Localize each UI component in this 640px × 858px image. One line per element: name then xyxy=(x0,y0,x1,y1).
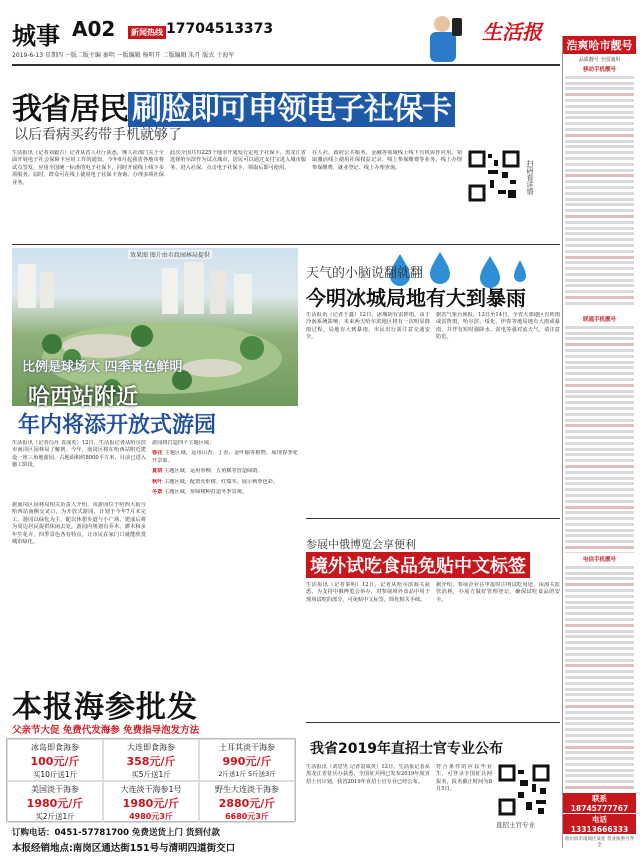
lead-title-part2: 刷脸即可申领电子社保卡 xyxy=(128,92,455,127)
promo-title: 本报海参批发 xyxy=(12,690,198,725)
lead-body-col2: 此次全国共有225个地市开通发行定电子社保卡，黑龙江省选择哈尔滨作为试点城市，居民可以通过支付宝进入城市服务、进入社保，点击电子社保卡，领取后即可使用。 xyxy=(170,150,306,171)
header-rule xyxy=(12,64,560,66)
park-feature-text: 主题区域，配置火炬树、红瑞木，展示秋季色彩。 xyxy=(164,478,279,485)
promo-product-price: 990元/斤 xyxy=(222,755,272,768)
weather-kicker: 天气的小脑说翻就翻 xyxy=(306,266,424,281)
promo-product-grid xyxy=(6,738,296,822)
classifieds-title: 浩爽哈市靓号 xyxy=(563,36,636,54)
hotline-label: 新闻热线 xyxy=(128,26,166,39)
promo-product-deal: 2斤送1斤 5斤送3斤 xyxy=(218,770,276,778)
promo-product-deal: 买10斤送1斤 xyxy=(32,770,78,779)
weather-bottom-rule xyxy=(306,518,560,519)
weather-body-left: 生活报讯（记者于鑫）12日，冰城阴有雷阵雨。由于冷涡系统影响，未来两天哈尔滨地区将有一次明显降雨过程，局地有大到暴雨，市民出行需注意交通安全。 xyxy=(306,312,430,341)
promo-product-name: 野生大连淡干海参 xyxy=(215,785,279,794)
weather-title: 今明冰城局地有大到暴雨 xyxy=(306,286,526,310)
park-kicker: 比例是球场大 四季景色鲜明 xyxy=(22,360,183,375)
classifieds-section-heading: 电信手机靓号 xyxy=(582,557,616,563)
newspaper-logo: 生活报 xyxy=(482,20,542,44)
park-feature-label: 春花 xyxy=(152,450,163,457)
promo-product xyxy=(7,739,103,781)
promo-product-price: 1980元/斤 xyxy=(26,797,84,810)
page-number: A02 xyxy=(72,17,116,41)
promo-product-name: 大连淡干海参1号 xyxy=(120,785,182,794)
promo-product xyxy=(7,781,103,823)
park-title-line2: 年内将添开放式游园 xyxy=(18,413,217,438)
officer-qr-code xyxy=(498,764,550,816)
park-photo-credit: 效果图 图片由市政园林局提供 xyxy=(130,252,210,259)
officer-body-right: 符合条件的应届毕业生，可登录全国征兵网报名，报名截止时间为8月5日。 xyxy=(436,764,492,793)
park-feature-label: 秋叶 xyxy=(152,478,163,485)
lead-subtitle: 以后看病买药带手机就够了 xyxy=(14,127,182,143)
promo-product-name: 大连即食海参 xyxy=(127,743,175,752)
promo-phone: 订购电话：0451-57781700 免费送货上门 货到付款 xyxy=(12,828,220,838)
classifieds-column xyxy=(562,36,636,848)
lead-body-col3: 在人社、政府公共服务、金融等领域线上线下有机协作应用。领取激活线上使用社保权益记录、线上参保缴费等业务。线上办理参保缴费、就业登记、线上办理查询。 xyxy=(312,150,462,171)
promo-product-deal: 4980元3斤 xyxy=(129,812,173,821)
promo-product-price: 358元/斤 xyxy=(126,755,176,768)
classifieds-list xyxy=(563,323,636,553)
promo-product-name: 土耳其淡干海参 xyxy=(219,743,275,752)
park-feature-label: 冬景 xyxy=(152,489,163,496)
dateline: 2019-6-13 星期四 一版二版主编 秦明 一版编辑 杨明开 二版编辑 朱月 版式 于海军 xyxy=(12,52,235,59)
park-feature-item xyxy=(152,489,298,496)
promo-block xyxy=(0,678,300,858)
promo-product-price: 1980元/斤 xyxy=(122,797,180,810)
lead-title xyxy=(12,84,560,127)
park-title-line1: 哈西站附近 xyxy=(28,385,139,410)
lead-body-col1: 生活报讯（记者刘毅吉）记者从省人社厅获悉，继人社部门关于全面开展电子社会保障卡应用工作的通知，今年6月起我省各地市将试点签发，应用全国统一标准的电子社保卡，同时开通线上线下多项服务。届时，群众可在线上使用电子社保卡查询、办理多项社保业务。 xyxy=(12,150,164,186)
classified-line-texture xyxy=(565,549,634,553)
classifieds-list xyxy=(563,73,636,313)
park-feature-item xyxy=(152,450,298,465)
promo-product-deal: 买5斤送1斤 xyxy=(131,770,171,779)
promo-product xyxy=(199,781,295,823)
trial-kicker: 参展中俄博览会享便利 xyxy=(306,538,416,551)
promo-product-deal: 买2斤送1斤 xyxy=(35,812,75,821)
park-feature-text: 主题区域，运用山杏、丁香、金叶榆等植物，展现春季花开景象。 xyxy=(152,450,298,464)
park-feature-text: 主题区域，运用垂柳、五角枫等营造绿荫。 xyxy=(164,468,263,475)
promo-product-price: 2880元/斤 xyxy=(218,797,276,810)
lead-qr-code xyxy=(468,150,520,202)
classifieds-section-heading: 移动手机靓号 xyxy=(582,67,616,73)
park-feature-item xyxy=(152,479,298,486)
section-name: 城事 xyxy=(12,21,60,50)
park-byline: 生活报讯（记者冯丹 袁成英）12日，生活报记者从哈尔滨市南岗区园林局了解到，今年，南岗区将在哈西站附近建设一座三角地游园，占地面积约8000平方米，目前已进入施工阶段。 xyxy=(12,440,146,469)
promo-product-price: 100元/斤 xyxy=(30,755,80,768)
trial-body-right: 据介绍，参展企业在申报时注明试吃用途，由海关监管消耗，办展方做好管理登记，确保试吃食品的安全。 xyxy=(436,582,560,603)
park-features-intro: 游园将打造四个主题区域： xyxy=(152,440,215,446)
classifieds-footer: 哈尔滨市南岗区某处 营业执照号齐全 xyxy=(565,837,634,848)
park-feature-label: 夏荫 xyxy=(152,468,163,475)
park-features xyxy=(152,440,298,672)
lead-bottom-rule xyxy=(12,244,560,245)
classifieds-contact-2: 电话 13313666333 xyxy=(563,814,636,834)
weather-body-right: 据省气象台预报，13日至14日，全省大部地区有阵雨或雷阵雨，哈尔滨、绥化、伊春等地局地有大雨或暴雨，并伴有短时强降水、雷电等强对流天气，请注意防范。 xyxy=(436,312,560,341)
promo-product xyxy=(199,739,295,781)
classified-line-texture xyxy=(565,789,634,791)
promo-subtitle: 父亲节大促 免费代发海参 免费指导泡发方法 xyxy=(12,725,200,736)
promo-product xyxy=(103,739,199,781)
park-body: 据南岗区园林局相关负责人介绍，该游园位于哈西大街与哈西站南侧交叉口，为开放式游园，计划于今年7月末完工。游园以绿化为主，配以休憩步道与小广场，建成后将为周边居民提供休闲去处。游园内规划有乔木、灌木和多年生花卉，四季景色各有特点，让市民在家门口就能欣赏城市绿化。 xyxy=(12,502,146,546)
phone-user-icon xyxy=(392,12,482,64)
page-header xyxy=(12,12,628,64)
lead-qr-caption: 扫码看详情 xyxy=(526,160,534,195)
classifieds-section-heading: 联通手机靓号 xyxy=(582,317,616,323)
classified-line-texture xyxy=(565,299,634,305)
trial-body-left: 生活报讯（记者秦明）12日，记者从哈尔滨海关获悉，为支持中俄博览会举办，对参展境外食品中用于现场试吃的部分，可免贴中文标签，简化相关手续。 xyxy=(306,582,430,603)
officer-top-rule xyxy=(306,722,560,723)
promo-product-deal: 6680元3斤 xyxy=(225,812,269,821)
trial-title: 境外试吃食品免贴中文标签 xyxy=(306,552,530,578)
classifieds-contact-1: 联系 18745777767 xyxy=(563,793,636,813)
classifieds-list xyxy=(563,563,636,791)
promo-product-name: 冰岛即食海参 xyxy=(31,743,79,752)
officer-title: 我省2019年直招士官专业公布 xyxy=(310,741,503,757)
promo-product xyxy=(103,781,199,823)
officer-body-left: 生活报讯（刘思男 记者袁成英）12日，生活报记者从黑龙江省征兵办获悉，全国征兵网已发布2019年度直招士官计划，我省2019年直招士官专业已经公布。 xyxy=(306,764,430,785)
park-feature-item xyxy=(152,468,298,475)
park-feature-text: 主题区域，常绿树种打造冬季景观。 xyxy=(164,489,248,496)
officer-qr-caption: 直招士官专业 xyxy=(496,821,535,829)
lead-title-part1: 我省居民 xyxy=(12,92,128,127)
hotline-number: 17704513373 xyxy=(166,21,274,37)
promo-address: 本报经销地点:南岗区通达街151号与清明四道街交口 xyxy=(12,843,236,854)
classifieds-subtitle: 品质靓号 全国通用 xyxy=(578,57,621,63)
promo-product-name: 美国淡干海参 xyxy=(31,785,79,794)
